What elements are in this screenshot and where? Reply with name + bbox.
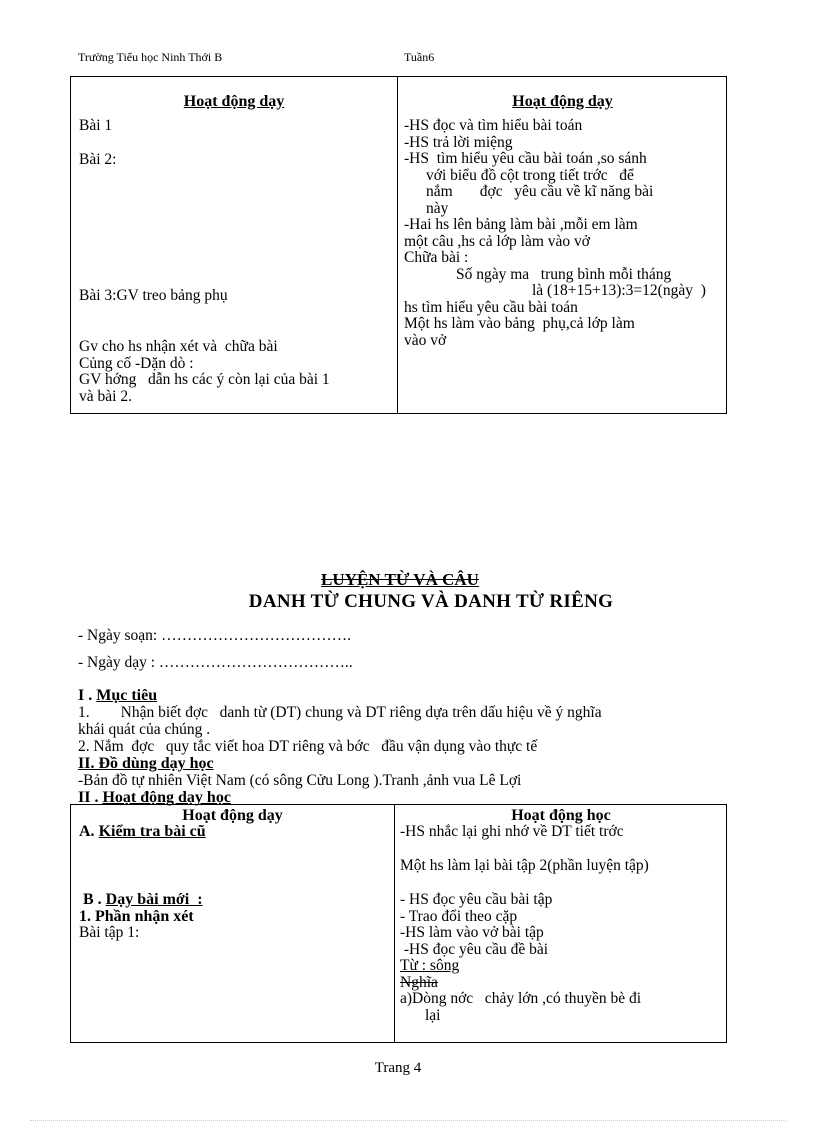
right-line: -HS trả lời miệng: [404, 133, 513, 151]
right-line: -HS làm vào vở bài tập: [400, 924, 544, 941]
page-edge: [30, 1120, 786, 1121]
section-a-text: Kiểm tra bài cũ: [98, 823, 206, 840]
right-line: là (18+15+13):3=12(ngày ): [532, 282, 706, 299]
observation-part: 1. Phần nhận xét: [79, 907, 194, 925]
materials-heading: II. Đồ dùng dạy học: [78, 755, 214, 772]
consolidation-label: Củng cố -Dặn dò :: [79, 354, 194, 372]
right-line: với biểu đồ cột trong tiết trớc để: [426, 166, 634, 184]
right-line: hs tìm hiểu yêu cầu bài toán: [404, 298, 578, 316]
right-line: -Hai hs lên bảng làm bài ,mỗi em làm: [404, 216, 638, 233]
prep-date: - Ngày soạn: ……………………………….: [78, 627, 351, 644]
right-line: Từ : sông: [400, 957, 460, 974]
school-name: Trường Tiểu học Ninh Thới B: [78, 50, 223, 64]
right-line: lại: [425, 1006, 441, 1024]
new-lesson-block: [79, 892, 203, 942]
right-line: Nghĩa: [400, 973, 438, 991]
table2-right-header: Hoạt động học: [511, 807, 611, 824]
right-line: Số ngày ma trung bình mỗi tháng: [456, 265, 672, 283]
right-line: Một hs làm lại bài tập 2(phần luyện tập): [400, 857, 649, 874]
gv-guide-text: GV hớng dẫn hs các ý còn lại của bài 1: [79, 371, 330, 388]
objective-1: 1. Nhận biết đợc danh từ (DT) chung và DT riêng dựa trên dấu hiệu về ý nghĩa: [78, 704, 602, 721]
right-line: - HS đọc yêu cầu bài tập: [400, 891, 553, 908]
gv-review-text: Gv cho hs nhận xét và chữa bài: [79, 338, 278, 355]
right-line: Một hs làm vào bảng phụ,cả lớp làm: [404, 315, 635, 332]
bai2-label: Bài 2:: [79, 151, 117, 168]
exercise-1-label: Bài tập 1:: [79, 924, 140, 941]
section-b-text: Dạy bài mới :: [105, 891, 203, 908]
right-line: vào vở: [404, 331, 447, 349]
table1-left-col: [79, 118, 112, 135]
objectives-heading: [78, 687, 157, 704]
check-old-lesson: [79, 824, 206, 841]
week-label: Tuần6: [404, 50, 435, 64]
right-line: -HS đọc yêu cầu đề bài: [400, 940, 549, 958]
right-line: Chữa bài :: [404, 249, 469, 266]
activity-table-2: [70, 804, 727, 1043]
activities-prefix: II .: [78, 789, 103, 806]
table2-left-header: Hoạt động dạy: [182, 807, 283, 824]
bai3-label: Bài 3:GV treo bảng phụ: [79, 287, 228, 304]
right-line: nắm đợc yêu cầu về kĩ năng bài: [426, 183, 654, 200]
materials-text: -Bản đồ tự nhiên Việt Nam (có sông Cửu Long ).Tranh ,ảnh vua Lê Lợi: [78, 772, 522, 789]
lesson-subject-title: LUYỆN TỪ VÀ CÂU: [321, 570, 479, 589]
objectives-heading-text: Mục tiêu: [96, 687, 158, 704]
right-line: một câu ,hs cả lớp làm vào vở: [404, 232, 590, 250]
right-line: - Trao đổi theo cặp: [400, 907, 518, 925]
right-line: -HS đọc và tìm hiểu bài toán: [404, 117, 583, 134]
page-number: Trang 4: [374, 1060, 422, 1076]
right-line: -HS nhắc lại ghi nhớ về DT tiết trớc: [400, 823, 624, 840]
table1-right-col: [404, 118, 706, 349]
section-b-prefix: B .: [79, 891, 106, 908]
table2-right-col: [400, 824, 624, 841]
bai1-label: Bài 1: [79, 117, 113, 134]
objective-1-cont: khái quát của chúng .: [78, 721, 211, 738]
right-line: -HS tìm hiểu yêu cầu bài toán ,so sánh: [404, 150, 647, 167]
table1-right-header: Hoạt động dạy: [512, 93, 613, 110]
table1-left-header: Hoạt động dạy: [183, 93, 285, 110]
right-line: này: [426, 199, 449, 217]
section-a-prefix: A.: [79, 823, 99, 840]
lesson-title: DANH TỪ CHUNG VÀ DANH TỪ RIÊNG: [248, 591, 614, 612]
right-line: a)Dòng nớc chảy lớn ,có thuyền bè đi: [400, 990, 642, 1007]
gv-guide-text-2: và bài 2.: [79, 387, 132, 405]
objectives-prefix: I .: [78, 687, 97, 704]
objective-2: 2. Nắm đợc quy tắc viết hoa DT riêng và bớc đầu vận dụng vào thực tế: [78, 738, 538, 755]
activities-heading-text: Hoạt động dạy học: [102, 789, 231, 806]
teach-date: - Ngày dạy : ………………………………..: [78, 654, 353, 671]
activity-table-1: [70, 76, 727, 414]
